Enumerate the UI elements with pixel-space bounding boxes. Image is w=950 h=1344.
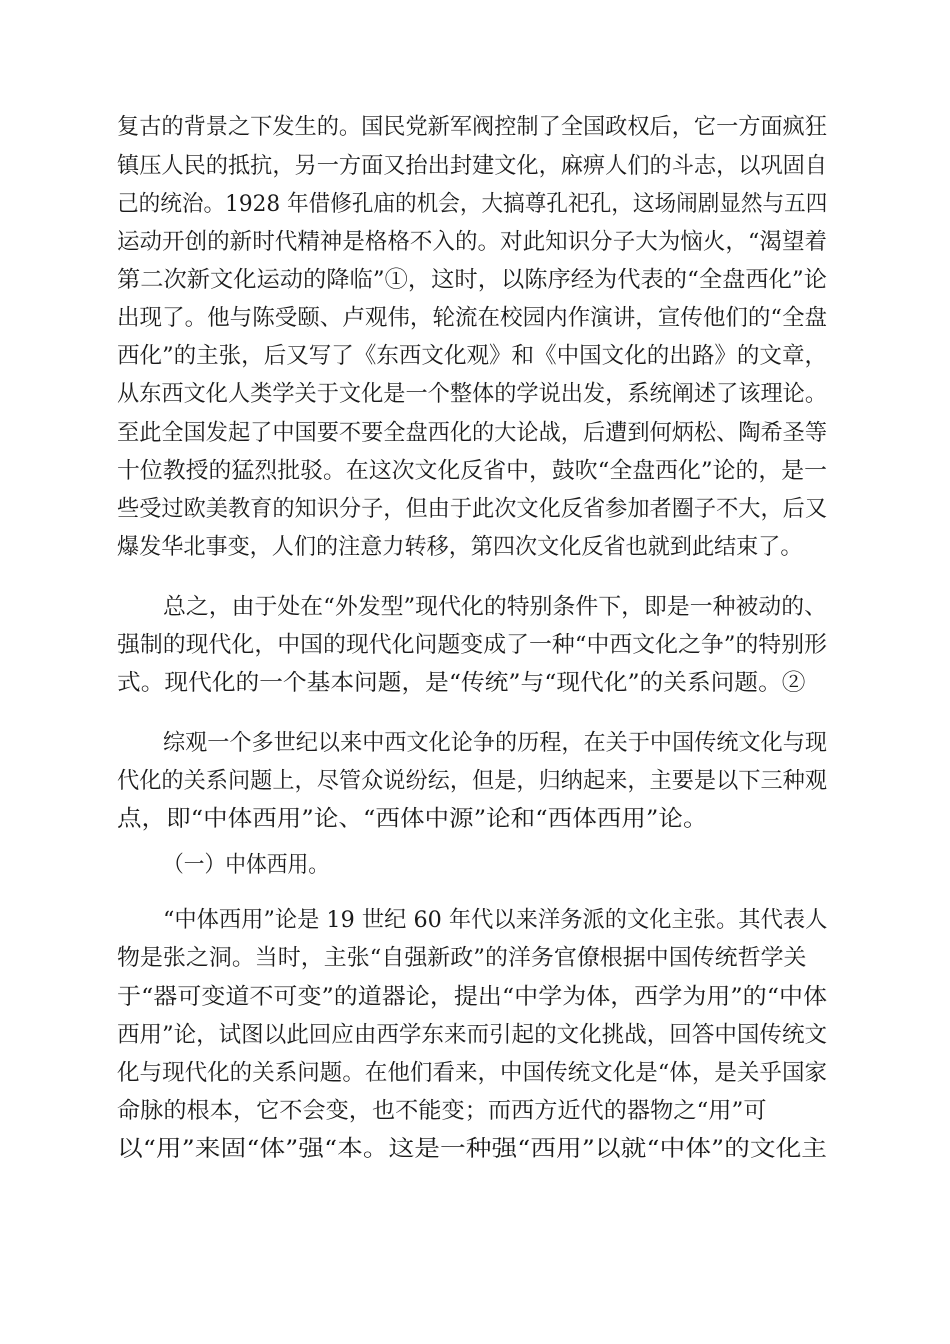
text-line: 从东西文化人类学关于文化是一个整体的学说出发，系统阐述了该理论。 [117, 381, 828, 407]
text-line: 爆发华北事变，人们的注意力转移，第四次文化反省也就到此结束了。 [117, 534, 803, 560]
text-line: 些受过欧美教育的知识分子，但由于此次文化反省参加者圈子不大，后又 [117, 496, 828, 522]
text-line: 强制的现代化，中国的现代化问题变成了一种“中西文化之争”的特别形 [117, 632, 828, 658]
text-line: 总之，由于处在“外发型”现代化的特别条件下，即是一种被动的、 [163, 594, 828, 620]
text-line: 综观一个多世纪以来中西文化论争的历程，在关于中国传统文化与现 [163, 730, 828, 756]
text-line: “中体西用”论是 19 世纪 60 年代以来洋务派的文化主张。其代表人 [163, 907, 828, 933]
text-line: 西化”的主张，后又写了《东西文化观》和《中国文化的出路》的文章， [117, 343, 828, 369]
text-line: 西用”论，试图以此回应由西学东来而引起的文化挑战，回答中国传统文 [117, 1022, 828, 1048]
text-line: 式。现代化的一个基本问题，是“传统”与“现代化”的关系问题。② [117, 670, 806, 696]
text-line: 运动开创的新时代精神是格格不入的。对此知识分子大为恼火，“渴望着 [117, 229, 828, 255]
text-line: 以“用”来固“体”强“本。这是一种强“西用”以就“中体”的文化主 [117, 1136, 828, 1162]
text-line: 化与现代化的关系问题。在他们看来，中国传统文化是“体，是关乎国家 [117, 1060, 828, 1086]
text-line: 物是张之洞。当时，主张“自强新政”的洋务官僚根据中国传统哲学关 [117, 945, 807, 971]
text-line: 命脉的根本，它不会变，也不能变；而西方近代的器物之“用”可 [117, 1098, 767, 1124]
text-line: 于“器可变道不可变”的道器论，提出“中学为体，西学为用”的“中体 [117, 984, 828, 1010]
text-line: 至此全国发起了中国要不要全盘西化的大论战，后遭到何炳松、陶希圣等 [117, 420, 828, 446]
text-line: 出现了。他与陈受颐、卢观伟，轮流在校园内作演讲，宣传他们的“全盘 [117, 305, 828, 331]
text-line: 己的统治。1928 年借修孔庙的机会，大搞尊孔祀孔，这场闹剧显然与五四 [117, 191, 828, 217]
text-line: 复古的背景之下发生的。国民党新军阀控制了全国政权后，它一方面疯狂 [117, 114, 828, 140]
text-line: 十位教授的猛烈批驳。在这次文化反省中，鼓吹“全盘西化”论的，是一 [117, 458, 828, 484]
text-line: 点，即“中体西用”论、“西体中源”论和“西体西用”论。 [117, 806, 708, 832]
text-line: 镇压人民的抵抗，另一方面又抬出封建文化，麻痹人们的斗志，以巩固自 [117, 153, 828, 179]
text-line: 第二次新文化运动的降临”①，这时，以陈序经为代表的“全盘西化”论 [117, 267, 828, 293]
text-line: 代化的关系问题上，尽管众说纷纭，但是，归纳起来，主要是以下三种观 [117, 768, 828, 794]
section-heading: （一）中体西用。 [163, 852, 330, 878]
